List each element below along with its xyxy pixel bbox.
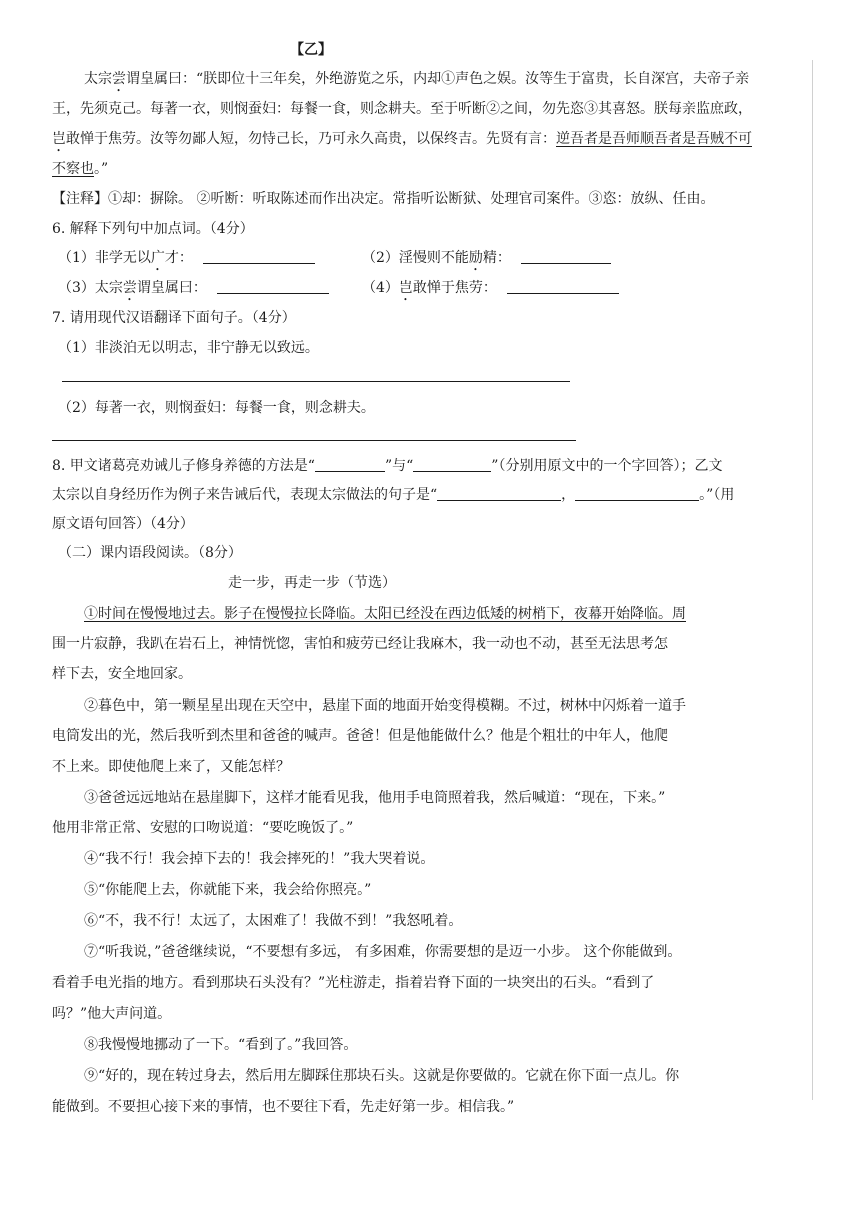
- passage-p9-line-1: ⑨“好的，现在转过身去，然后用左脚踩住那块石头。这就是你要做的。它就在你下面一点儿。你: [84, 1068, 680, 1084]
- q8-line-2: 太宗以自身经历作为例子来告诫后代，表现太宗做法的句子是“ ， 。”（用: [52, 487, 735, 503]
- q8-answer-1[interactable]: [315, 457, 385, 472]
- part-b-heading: 【乙】: [290, 42, 332, 58]
- q6-answer-3[interactable]: [217, 279, 329, 294]
- q6-item-3: （3）太宗尝谓皇属曰：: [58, 278, 329, 304]
- part-b-line-3: 岂敢惮于焦劳。汝等勿鄙人短，勿恃己长，乃可永久高贵，以保终吉。先贤有言：逆吾者是吾师顺吾者是吾贼不可: [52, 131, 752, 147]
- part-b-line-1: 太宗尝谓皇属曰：“朕即位十三年矣，外绝游览之乐，内却①声色之娱。汝等生于富贵，长自深宫，夫帝子亲: [84, 71, 750, 87]
- q8-line-3: 原文语句回答）（4分）: [52, 516, 194, 532]
- section-2-heading: （二）课内语段阅读。（8分）: [58, 545, 242, 561]
- passage-p2-line-1: ②暮色中，第一颗星星出现在天空中，悬崖下面的地面开始变得模糊。不过，树林中闪烁着一道手: [84, 698, 686, 714]
- passage-p3-line-1: ③爸爸远远地站在悬崖脚下，这样才能看见我，他用手电筒照着我，然后喊道：“现在，下来。”: [84, 790, 666, 806]
- notes: 【注释】①却：摒除。 ②听断：听取陈述而作出决定。常指听讼断狱、处理官司案件。③恣：放纵、任由。: [52, 191, 715, 207]
- underlined-quote-1: 逆吾者是吾师顺吾者是吾贼不可: [556, 131, 752, 147]
- q7-answer-line-2[interactable]: [52, 440, 576, 441]
- passage-p2-line-3: 不上来。即使他爬上来了，又能怎样？: [52, 759, 290, 775]
- passage-p1-line-2: 围一片寂静，我趴在岩石上，神情恍惚，害怕和疲劳已经让我麻木，我一动也不动，甚至无法思考怎: [52, 636, 668, 652]
- passage-p1-line-3: 样下去，安全地回家。: [52, 666, 192, 682]
- q6-item-4: （4）岂敢惮于焦劳：: [362, 278, 619, 304]
- q7-sentence-2: （2）每著一衣，则悯蚕妇：每餐一食，则念耕夫。: [58, 400, 375, 416]
- q7-sentence-1: （1）非淡泊无以明志，非宁静无以致远。: [58, 340, 319, 356]
- scan-edge-line: [812, 60, 813, 1100]
- q6-item-1: （1）非学无以广才：: [58, 248, 315, 274]
- passage-p7-line-1: ⑦“听我说，”爸爸继续说，“不要想有多远， 有多困难，你需要想的是迈一小步。 这个你能做到。: [84, 944, 682, 960]
- q8-answer-4[interactable]: [575, 486, 699, 501]
- q6-answer-4[interactable]: [507, 279, 619, 294]
- underlined-quote-2: 不察也: [52, 161, 94, 177]
- part-b-line-2: 王，先须克己。每著一衣，则悯蚕妇：每餐一食，则念耕夫。至于听断②之间，勿先恣③其喜怒。朕每亲监庶政，: [52, 101, 752, 117]
- passage-p4: ④“我不行！我会掉下去的！我会摔死的！”我大哭着说。: [84, 851, 435, 867]
- q6-item-2: （2）淫慢则不能励精：: [362, 248, 611, 274]
- passage-p6: ⑥“不，我不行！太远了，太困难了！我做不到！”我怒吼着。: [84, 913, 463, 929]
- passage-p3-line-2: 他用非常正常、安慰的口吻说道：“要吃晚饭了。”: [52, 820, 354, 836]
- q8-line-1: 8. 甲文诸葛亮劝诫儿子修身养德的方法是“ ”与“ ”（分别用原文中的一个字回答）；乙文: [52, 458, 723, 474]
- q6-stem: 6. 解释下列句中加点词。（4分）: [52, 221, 254, 237]
- passage-p7-line-3: 吗？”他大声问道。: [52, 1006, 172, 1022]
- passage-p7-line-2: 看着手电光指的地方。看到那块石头没有？”光柱游走，指着岩脊下面的一块突出的石头。“看到了: [52, 975, 655, 991]
- q7-answer-line-1[interactable]: [62, 381, 570, 382]
- passage-p2-line-2: 电筒发出的光，然后我听到杰里和爸爸的喊声。爸爸！但是他能做什么？他是个粗壮的中年人，他爬: [52, 728, 668, 744]
- q6-answer-2[interactable]: [521, 249, 611, 264]
- passage-p1-line-1: ①时间在慢慢地过去。影子在慢慢拉长降临。太阳已经没在西边低矮的树梢下，夜幕开始降临。周: [84, 606, 686, 622]
- q7-stem: 7. 请用现代汉语翻译下面句子。（4分）: [52, 310, 296, 326]
- q8-answer-3[interactable]: [437, 486, 561, 501]
- part-b-line-4: 不察也。”: [52, 161, 109, 177]
- q8-answer-2[interactable]: [413, 457, 491, 472]
- passage-p8: ⑧我慢慢地挪动了一下。“看到了。”我回答。: [84, 1037, 358, 1053]
- passage-p5: ⑤“你能爬上去，你就能下来，我会给你照亮。”: [84, 882, 372, 898]
- q6-answer-1[interactable]: [203, 249, 315, 264]
- passage-p9-line-2: 能做到。不要担心接下来的事情，也不要往下看，先走好第一步。相信我。”: [52, 1099, 515, 1115]
- passage-title: 走一步，再走一步（节选）: [228, 575, 396, 591]
